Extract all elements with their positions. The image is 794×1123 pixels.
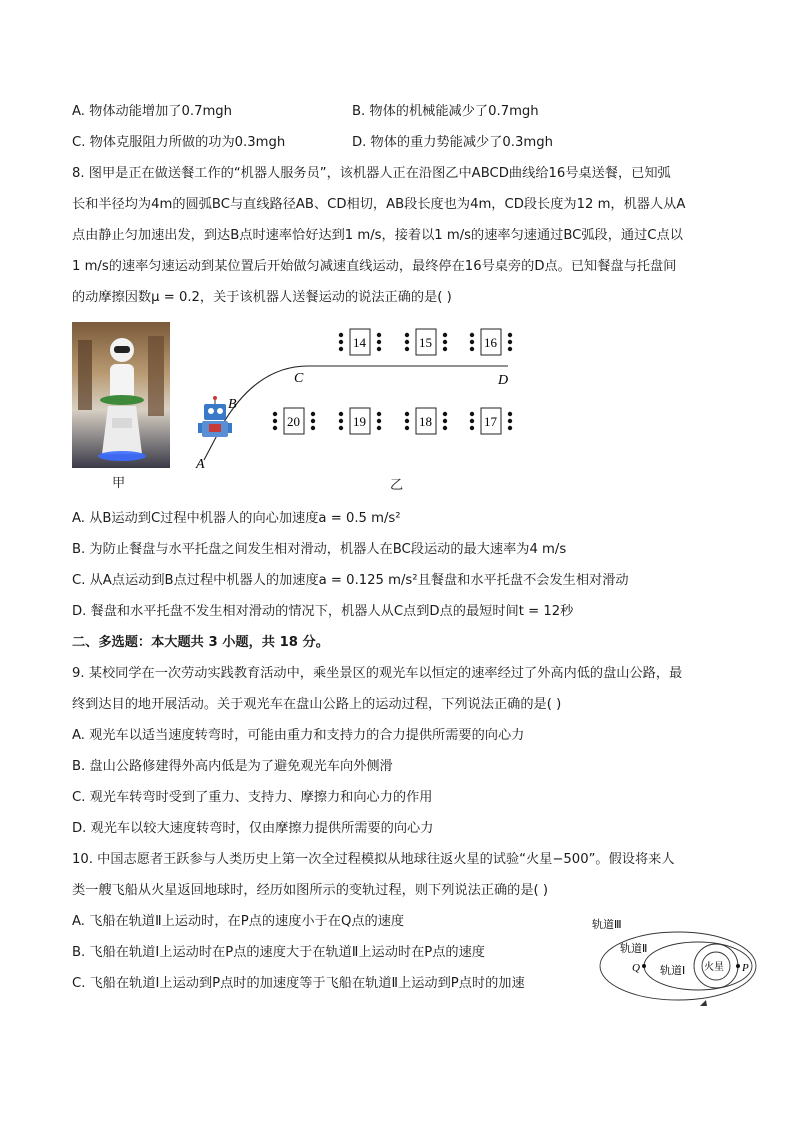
label-a: A xyxy=(196,457,205,472)
table-15-number: 15 xyxy=(419,335,432,350)
q8-stem-line-4: 1 m/s的速率匀速运动到某位置后开始做匀减速直线运动，最终停在16号桌旁的D点。已知餐盘与托盘间 xyxy=(72,259,677,274)
q8-option-c: C. 从A点运动到B点过程中机器人的加速度a = 0.125 m/s²且餐盘和水平托盘不会发生相对滑动 xyxy=(72,573,629,588)
q10-stem-line-1: 10. 中国志愿者王跃参与人类历史上第一次全过程模拟从地球往返火星的试验“火星−500”。假设将来人 xyxy=(72,852,675,867)
label-c: C xyxy=(294,371,304,386)
point-p-dot xyxy=(736,964,740,968)
q8-option-b: B. 为防止餐盘与水平托盘之间发生相对滑动，机器人在BC段运动的最大速率为4 m/s xyxy=(72,542,567,557)
caption-yi: 乙 xyxy=(390,478,404,493)
path-diagram xyxy=(72,322,532,498)
table-17-number: 17 xyxy=(484,414,497,429)
table-16-number: 16 xyxy=(484,335,497,350)
label-p: P xyxy=(742,962,749,974)
label-d: D xyxy=(498,373,509,388)
table-19 xyxy=(339,408,381,434)
table-20-number: 20 xyxy=(287,414,300,429)
q7-option-d: D. 物体的重力势能减少了0.3mgh xyxy=(352,135,553,150)
q10-option-c: C. 飞船在轨道Ⅰ上运动到P点时的加速度等于飞船在轨道Ⅱ上运动到P点时的加速 xyxy=(72,976,525,991)
q8-figure xyxy=(72,322,532,498)
q10-orbit-figure xyxy=(588,916,758,1016)
table-14 xyxy=(339,329,381,355)
label-mars: 火星 xyxy=(704,962,724,973)
table-18 xyxy=(405,408,447,434)
q7-option-a: A. 物体动能增加了0.7mgh xyxy=(72,104,233,119)
table-15 xyxy=(405,329,447,355)
label-orbit-3: 轨道Ⅲ xyxy=(592,919,622,931)
section-2-title: 二、多选题：本大题共 3 小题，共 18 分。 xyxy=(72,635,329,650)
caption-jia: 甲 xyxy=(112,476,126,491)
q9-option-a: A. 观光车以适当速度转弯时，可能由重力和支持力的合力提供所需要的向心力 xyxy=(72,728,525,743)
orbit-diagram xyxy=(588,916,758,1016)
q10-option-a: A. 飞船在轨道Ⅱ上运动时，在P点的速度小于在Q点的速度 xyxy=(72,914,405,929)
table-18-number: 18 xyxy=(419,414,432,429)
table-16 xyxy=(470,329,512,355)
q8-stem-line-3: 点由静止匀加速出发，到达B点时速率恰好达到1 m/s，接着以1 m/s的速率匀速通过BC弧段，通过C点以 xyxy=(72,228,683,243)
direction-arrow-icon xyxy=(700,1000,707,1006)
table-19-number: 19 xyxy=(353,414,366,429)
q10-option-b: B. 飞船在轨道Ⅰ上运动时在P点的速度大于在轨道Ⅱ上运动时在P点的速度 xyxy=(72,945,485,960)
label-b: B xyxy=(228,397,237,412)
q9-stem-line-2: 终到达目的地开展活动。关于观光车在盘山公路上的运动过程，下列说法正确的是( ) xyxy=(72,697,562,712)
label-orbit-1: 轨道Ⅰ xyxy=(660,965,686,977)
q9-option-b: B. 盘山公路修建得外高内低是为了避免观光车向外侧滑 xyxy=(72,759,393,774)
q9-option-d: D. 观光车以较大速度转弯时，仅由摩擦力提供所需要的向心力 xyxy=(72,821,434,836)
label-orbit-2: 轨道Ⅱ xyxy=(620,943,648,955)
q7-option-c: C. 物体克服阻力所做的功为0.3mgh xyxy=(72,135,286,150)
point-q-dot xyxy=(642,964,646,968)
q9-stem-line-1: 9. 某校同学在一次劳动实践教育活动中，乘坐景区的观光车以恒定的速率经过了外高内低的盘山公路，最 xyxy=(72,666,683,681)
q8-option-d: D. 餐盘和水平托盘不发生相对滑动的情况下，机器人从C点到D点的最短时间t = 12秒 xyxy=(72,604,574,619)
q8-option-a: A. 从B运动到C过程中机器人的向心加速度a = 0.5 m/s² xyxy=(72,511,401,526)
table-20 xyxy=(273,408,315,434)
q8-stem-line-1: 8. 图甲是正在做送餐工作的“机器人服务员”，该机器人正在沿图乙中ABCD曲线给16号桌送餐，已知弧 xyxy=(72,166,671,181)
table-14-number: 14 xyxy=(353,335,366,350)
q9-option-c: C. 观光车转弯时受到了重力、支持力、摩擦力和向心力的作用 xyxy=(72,790,433,805)
q8-stem-line-2: 长和半径均为4m的圆弧BC与直线路径AB、CD相切，AB段长度也为4m，CD段长度为12 m，机器人从A xyxy=(72,197,686,212)
q7-option-b: B. 物体的机械能减少了0.7mgh xyxy=(352,104,539,119)
q10-stem-line-2: 类一艘飞船从火星返回地球时，经历如图所示的变轨过程，则下列说法正确的是( ) xyxy=(72,883,549,898)
label-q: Q xyxy=(632,962,640,974)
q8-stem-line-5: 的动摩擦因数μ = 0.2，关于该机器人送餐运动的说法正确的是( ) xyxy=(72,290,452,305)
table-17 xyxy=(470,408,512,434)
